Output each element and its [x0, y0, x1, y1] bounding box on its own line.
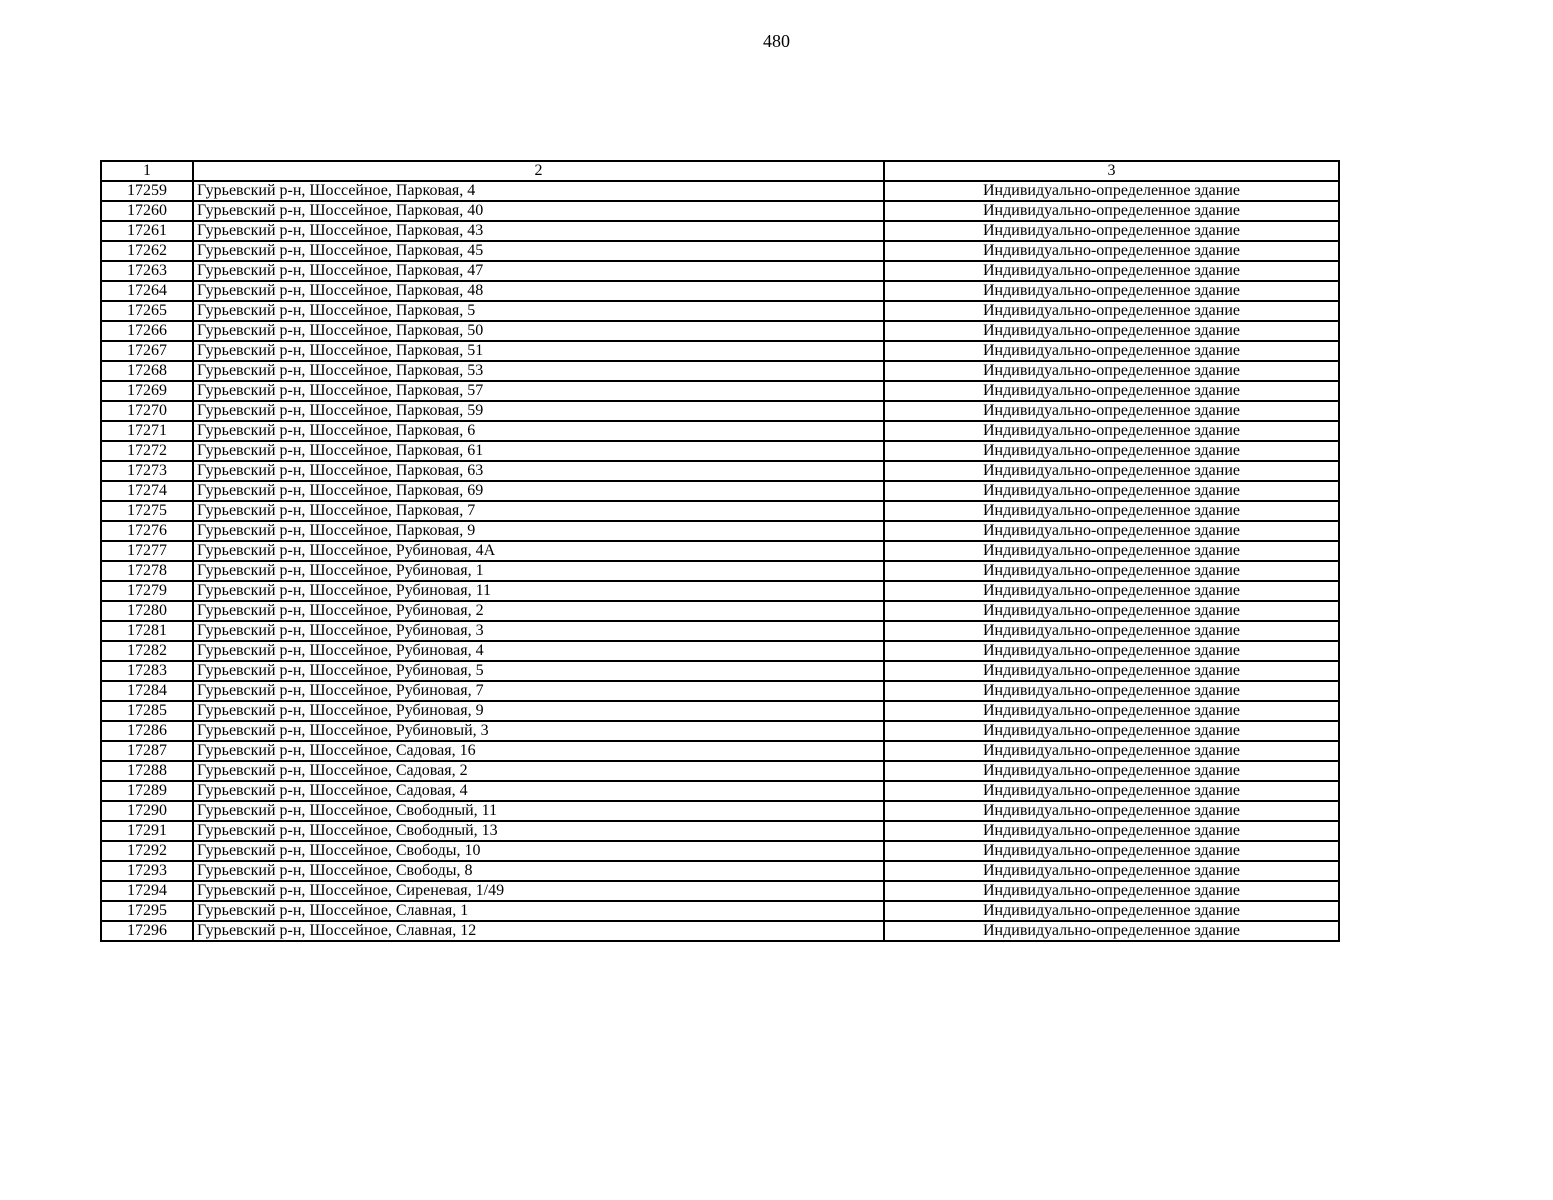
table-row: [101, 421, 1339, 441]
address-cell: Гурьевский р-н, Шоссейное, Парковая, 6: [193, 421, 884, 441]
table-body: [101, 161, 1339, 941]
address-cell: Гурьевский р-н, Шоссейное, Свободный, 11: [193, 801, 884, 821]
address-cell: Гурьевский р-н, Шоссейное, Парковая, 9: [193, 521, 884, 541]
object-type-cell: Индивидуально-определенное здание: [884, 701, 1339, 721]
address-cell: Гурьевский р-н, Шоссейное, Сиреневая, 1/49: [193, 881, 884, 901]
object-type-cell: Индивидуально-определенное здание: [884, 461, 1339, 481]
row-number-cell: 17261: [101, 221, 193, 241]
table-row: [101, 381, 1339, 401]
object-type-cell: Индивидуально-определенное здание: [884, 781, 1339, 801]
table-row: [101, 401, 1339, 421]
table-row: [101, 921, 1339, 941]
address-cell: Гурьевский р-н, Шоссейное, Рубиновый, 3: [193, 721, 884, 741]
row-number-cell: 17295: [101, 901, 193, 921]
address-cell: Гурьевский р-н, Шоссейное, Парковая, 63: [193, 461, 884, 481]
table-row: [101, 481, 1339, 501]
table-row: [101, 901, 1339, 921]
row-number-cell: 17275: [101, 501, 193, 521]
address-cell: Гурьевский р-н, Шоссейное, Рубиновая, 9: [193, 701, 884, 721]
table-row: [101, 501, 1339, 521]
address-cell: Гурьевский р-н, Шоссейное, Славная, 12: [193, 921, 884, 941]
row-number-cell: 17290: [101, 801, 193, 821]
address-cell: Гурьевский р-н, Шоссейное, Садовая, 16: [193, 741, 884, 761]
row-number-cell: 17293: [101, 861, 193, 881]
object-type-cell: Индивидуально-определенное здание: [884, 721, 1339, 741]
row-number-cell: 17281: [101, 621, 193, 641]
property-register-table: [100, 160, 1340, 942]
row-number-cell: 17273: [101, 461, 193, 481]
table-row: [101, 641, 1339, 661]
row-number-cell: 17266: [101, 321, 193, 341]
table-row: [101, 801, 1339, 821]
row-number-cell: 17262: [101, 241, 193, 261]
object-type-cell: Индивидуально-определенное здание: [884, 521, 1339, 541]
object-type-cell: Индивидуально-определенное здание: [884, 921, 1339, 941]
row-number-cell: 17274: [101, 481, 193, 501]
row-number-cell: 17268: [101, 361, 193, 381]
object-type-cell: Индивидуально-определенное здание: [884, 501, 1339, 521]
row-number-cell: 17294: [101, 881, 193, 901]
address-cell: Гурьевский р-н, Шоссейное, Рубиновая, 4А: [193, 541, 884, 561]
address-cell: Гурьевский р-н, Шоссейное, Садовая, 2: [193, 761, 884, 781]
table-header-row: [101, 161, 1339, 181]
object-type-cell: Индивидуально-определенное здание: [884, 301, 1339, 321]
object-type-cell: Индивидуально-определенное здание: [884, 881, 1339, 901]
table-row: [101, 721, 1339, 741]
object-type-cell: Индивидуально-определенное здание: [884, 481, 1339, 501]
row-number-cell: 17267: [101, 341, 193, 361]
object-type-cell: Индивидуально-определенное здание: [884, 401, 1339, 421]
row-number-cell: 17288: [101, 761, 193, 781]
table-row: [101, 521, 1339, 541]
table-row: [101, 201, 1339, 221]
address-cell: Гурьевский р-н, Шоссейное, Парковая, 40: [193, 201, 884, 221]
object-type-cell: Индивидуально-определенное здание: [884, 181, 1339, 201]
object-type-cell: Индивидуально-определенное здание: [884, 621, 1339, 641]
object-type-cell: Индивидуально-определенное здание: [884, 581, 1339, 601]
row-number-cell: 17265: [101, 301, 193, 321]
row-number-cell: 17259: [101, 181, 193, 201]
object-type-cell: Индивидуально-определенное здание: [884, 381, 1339, 401]
address-cell: Гурьевский р-н, Шоссейное, Рубиновая, 3: [193, 621, 884, 641]
row-number-cell: 17284: [101, 681, 193, 701]
object-type-cell: Индивидуально-определенное здание: [884, 841, 1339, 861]
row-number-cell: 17287: [101, 741, 193, 761]
table-row: [101, 601, 1339, 621]
row-number-cell: 17264: [101, 281, 193, 301]
table-row: [101, 441, 1339, 461]
table-row: [101, 701, 1339, 721]
address-cell: Гурьевский р-н, Шоссейное, Свободы, 8: [193, 861, 884, 881]
address-cell: Гурьевский р-н, Шоссейное, Парковая, 51: [193, 341, 884, 361]
address-cell: Гурьевский р-н, Шоссейное, Парковая, 50: [193, 321, 884, 341]
row-number-cell: 17260: [101, 201, 193, 221]
row-number-cell: 17278: [101, 561, 193, 581]
object-type-cell: Индивидуально-определенное здание: [884, 341, 1339, 361]
row-number-cell: 17271: [101, 421, 193, 441]
address-cell: Гурьевский р-н, Шоссейное, Свободы, 10: [193, 841, 884, 861]
table-row: [101, 301, 1339, 321]
object-type-cell: Индивидуально-определенное здание: [884, 321, 1339, 341]
object-type-cell: Индивидуально-определенное здание: [884, 741, 1339, 761]
table-row: [101, 561, 1339, 581]
address-cell: Гурьевский р-н, Шоссейное, Парковая, 57: [193, 381, 884, 401]
row-number-cell: 17282: [101, 641, 193, 661]
address-cell: Гурьевский р-н, Шоссейное, Парковая, 5: [193, 301, 884, 321]
table-row: [101, 581, 1339, 601]
table-row: [101, 461, 1339, 481]
object-type-cell: Индивидуально-определенное здание: [884, 441, 1339, 461]
address-cell: Гурьевский р-н, Шоссейное, Рубиновая, 4: [193, 641, 884, 661]
object-type-cell: Индивидуально-определенное здание: [884, 261, 1339, 281]
address-cell: Гурьевский р-н, Шоссейное, Рубиновая, 2: [193, 601, 884, 621]
row-number-cell: 17272: [101, 441, 193, 461]
table-row: [101, 821, 1339, 841]
row-number-cell: 17269: [101, 381, 193, 401]
table-row: [101, 321, 1339, 341]
column-header-2: 2: [193, 161, 884, 181]
table-row: [101, 741, 1339, 761]
row-number-cell: 17286: [101, 721, 193, 741]
row-number-cell: 17276: [101, 521, 193, 541]
address-cell: Гурьевский р-н, Шоссейное, Парковая, 61: [193, 441, 884, 461]
table-row: [101, 841, 1339, 861]
address-cell: Гурьевский р-н, Шоссейное, Парковая, 69: [193, 481, 884, 501]
row-number-cell: 17289: [101, 781, 193, 801]
table-row: [101, 681, 1339, 701]
table-row: [101, 661, 1339, 681]
object-type-cell: Индивидуально-определенное здание: [884, 221, 1339, 241]
row-number-cell: 17279: [101, 581, 193, 601]
address-cell: Гурьевский р-н, Шоссейное, Рубиновая, 1: [193, 561, 884, 581]
table-row: [101, 261, 1339, 281]
address-cell: Гурьевский р-н, Шоссейное, Парковая, 53: [193, 361, 884, 381]
address-cell: Гурьевский р-н, Шоссейное, Рубиновая, 7: [193, 681, 884, 701]
object-type-cell: Индивидуально-определенное здание: [884, 801, 1339, 821]
address-cell: Гурьевский р-н, Шоссейное, Рубиновая, 11: [193, 581, 884, 601]
address-cell: Гурьевский р-н, Шоссейное, Парковая, 45: [193, 241, 884, 261]
table-row: [101, 281, 1339, 301]
table-row: [101, 241, 1339, 261]
object-type-cell: Индивидуально-определенное здание: [884, 861, 1339, 881]
object-type-cell: Индивидуально-определенное здание: [884, 821, 1339, 841]
object-type-cell: Индивидуально-определенное здание: [884, 641, 1339, 661]
address-cell: Гурьевский р-н, Шоссейное, Парковая, 43: [193, 221, 884, 241]
object-type-cell: Индивидуально-определенное здание: [884, 361, 1339, 381]
object-type-cell: Индивидуально-определенное здание: [884, 901, 1339, 921]
page-number: 480: [763, 31, 790, 51]
address-cell: Гурьевский р-н, Шоссейное, Парковая, 4: [193, 181, 884, 201]
table-row: [101, 781, 1339, 801]
object-type-cell: Индивидуально-определенное здание: [884, 201, 1339, 221]
table-row: [101, 761, 1339, 781]
object-type-cell: Индивидуально-определенное здание: [884, 601, 1339, 621]
object-type-cell: Индивидуально-определенное здание: [884, 681, 1339, 701]
table-row: [101, 181, 1339, 201]
table-row: [101, 361, 1339, 381]
table-row: [101, 621, 1339, 641]
object-type-cell: Индивидуально-определенное здание: [884, 281, 1339, 301]
address-cell: Гурьевский р-н, Шоссейное, Парковая, 59: [193, 401, 884, 421]
table-row: [101, 221, 1339, 241]
column-header-3: 3: [884, 161, 1339, 181]
address-cell: Гурьевский р-н, Шоссейное, Свободный, 13: [193, 821, 884, 841]
row-number-cell: 17277: [101, 541, 193, 561]
object-type-cell: Индивидуально-определенное здание: [884, 761, 1339, 781]
table-row: [101, 861, 1339, 881]
object-type-cell: Индивидуально-определенное здание: [884, 661, 1339, 681]
address-cell: Гурьевский р-н, Шоссейное, Славная, 1: [193, 901, 884, 921]
address-cell: Гурьевский р-н, Шоссейное, Парковая, 47: [193, 261, 884, 281]
object-type-cell: Индивидуально-определенное здание: [884, 241, 1339, 261]
table-row: [101, 341, 1339, 361]
row-number-cell: 17270: [101, 401, 193, 421]
address-cell: Гурьевский р-н, Шоссейное, Парковая, 48: [193, 281, 884, 301]
row-number-cell: 17280: [101, 601, 193, 621]
row-number-cell: 17283: [101, 661, 193, 681]
address-cell: Гурьевский р-н, Шоссейное, Парковая, 7: [193, 501, 884, 521]
object-type-cell: Индивидуально-определенное здание: [884, 561, 1339, 581]
row-number-cell: 17292: [101, 841, 193, 861]
column-header-1: 1: [101, 161, 193, 181]
table-row: [101, 881, 1339, 901]
row-number-cell: 17296: [101, 921, 193, 941]
object-type-cell: Индивидуально-определенное здание: [884, 421, 1339, 441]
table-row: [101, 541, 1339, 561]
row-number-cell: 17285: [101, 701, 193, 721]
row-number-cell: 17263: [101, 261, 193, 281]
address-cell: Гурьевский р-н, Шоссейное, Рубиновая, 5: [193, 661, 884, 681]
row-number-cell: 17291: [101, 821, 193, 841]
object-type-cell: Индивидуально-определенное здание: [884, 541, 1339, 561]
address-cell: Гурьевский р-н, Шоссейное, Садовая, 4: [193, 781, 884, 801]
